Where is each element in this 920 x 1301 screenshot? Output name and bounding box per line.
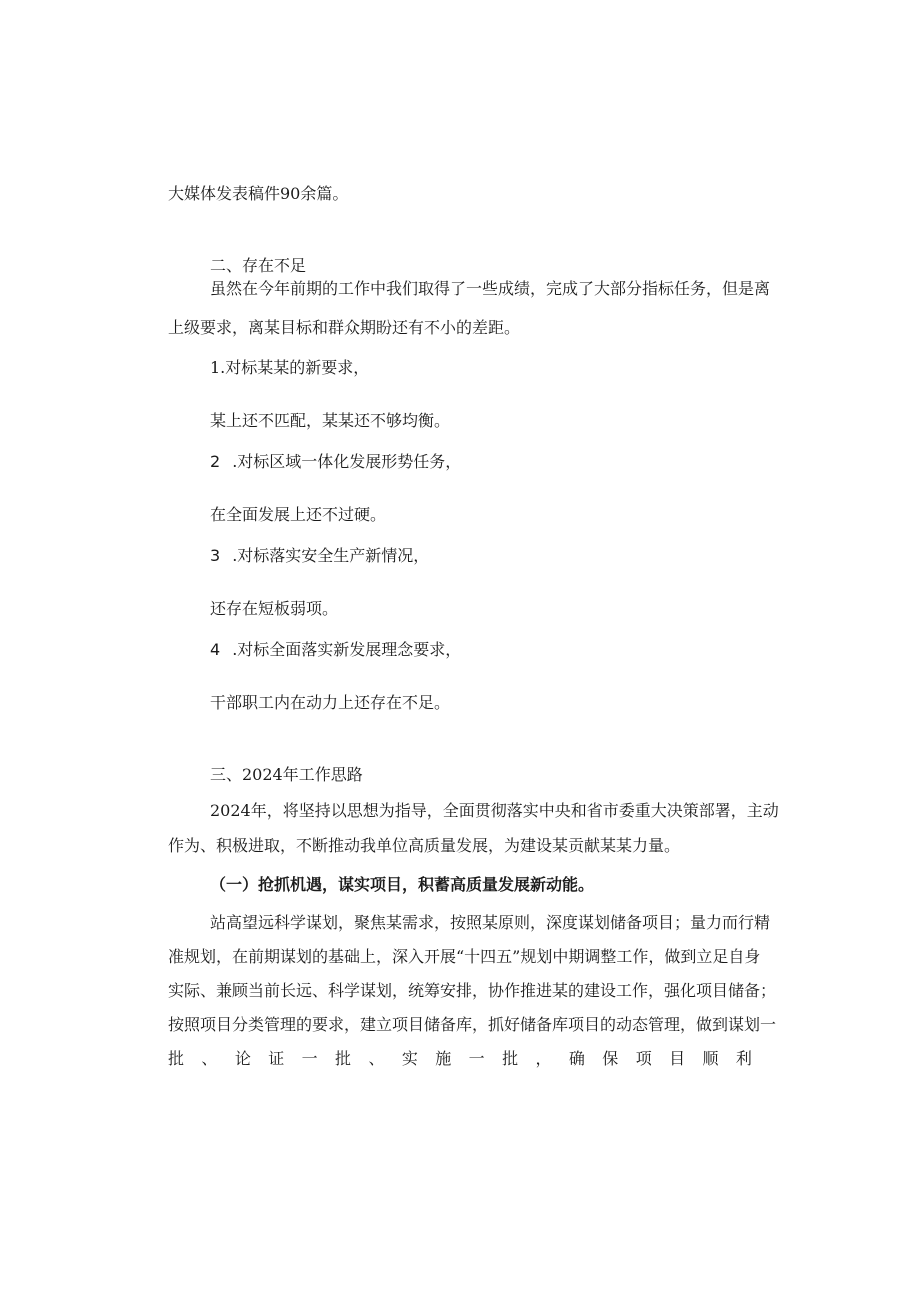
char: 项 [635,1049,652,1068]
char: 保 [602,1049,619,1068]
list-item-title [210,639,461,661]
list-item-text: .对标区域一体化发展形势任务， [232,452,462,471]
list-item-text: .对标落实安全生产新情况， [232,546,430,565]
char: 批 [502,1049,519,1068]
section2-paragraph-line: 上级要求，离某目标和群众期盼还有不小的差距。 [168,318,521,337]
char: 实 [401,1049,418,1068]
list-item-detail: 干部职工内在动力上还存在不足。 [210,693,451,712]
char: 顺 [702,1049,719,1068]
list-item-number: 3 [210,546,221,565]
char: 、 [201,1049,218,1068]
char: 目 [669,1049,686,1068]
subsection-paragraph-line: 按照项目分类管理的要求，建立项目储备库，抓好储备库项目的动态管理，做到谋划一 [168,1015,777,1034]
char: 一 [301,1049,318,1068]
section3-paragraph-line: 作为、积极进取，不断推动我单位高质量发展，为建设某贡献某某力量。 [168,836,681,855]
char: 论 [234,1049,251,1068]
list-item-detail: 还存在短板弱项。 [210,599,339,618]
list-item-detail: 某上还不匹配，某某还不够均衡。 [210,411,451,430]
justified-last-line [168,1048,752,1070]
char: ， [535,1049,552,1068]
list-item-title [210,451,461,473]
subsection-paragraph-line: 站高望远科学谋划，聚焦某需求，按照某原则，深度谋划储备项目；量力而行精 [210,913,771,932]
char: 一 [468,1049,485,1068]
list-item-text: 对标某某的新要求， [225,358,370,377]
list-item-number: 1. [210,358,226,377]
section2-paragraph-line: 虽然在今年前期的工作中我们取得了一些成绩，完成了大部分指标任务，但是离 [210,279,771,298]
list-item-title [210,357,369,379]
subsection-heading: （一）抢抓机遇，谋实项目，积蓄高质量发展新动能。 [210,875,595,894]
list-item-number: 4 [210,640,221,659]
char: 施 [435,1049,452,1068]
char: 证 [268,1049,285,1068]
char: 批 [168,1049,185,1068]
list-item-title [210,545,429,567]
list-item-number: 2 [210,452,221,471]
section2-heading: 二、存在不足 [210,256,307,275]
subsection-paragraph-line: 准规划，在前期谋划的基础上，深入开展“十四五”规划中期调整工作，做到立足自身 [168,947,761,966]
intro-tail-line: 大媒体发表稿件90余篇。 [168,184,349,203]
list-item-text: .对标全面落实新发展理念要求， [232,640,462,659]
char: 确 [568,1049,585,1068]
char: 批 [335,1049,352,1068]
section3-heading: 三、2024年工作思路 [210,765,363,784]
list-item-detail: 在全面发展上还不过硬。 [210,505,387,524]
section3-paragraph-line: 2024年，将坚持以思想为指导，全面贯彻落实中央和省市委重大决策部署，主动 [210,801,779,820]
char: 利 [735,1049,752,1068]
subsection-paragraph-line: 实际、兼顾当前长远、科学谋划，统筹安排，协作推进某的建设工作，强化项目储备； [168,981,777,1000]
char: 、 [368,1049,385,1068]
